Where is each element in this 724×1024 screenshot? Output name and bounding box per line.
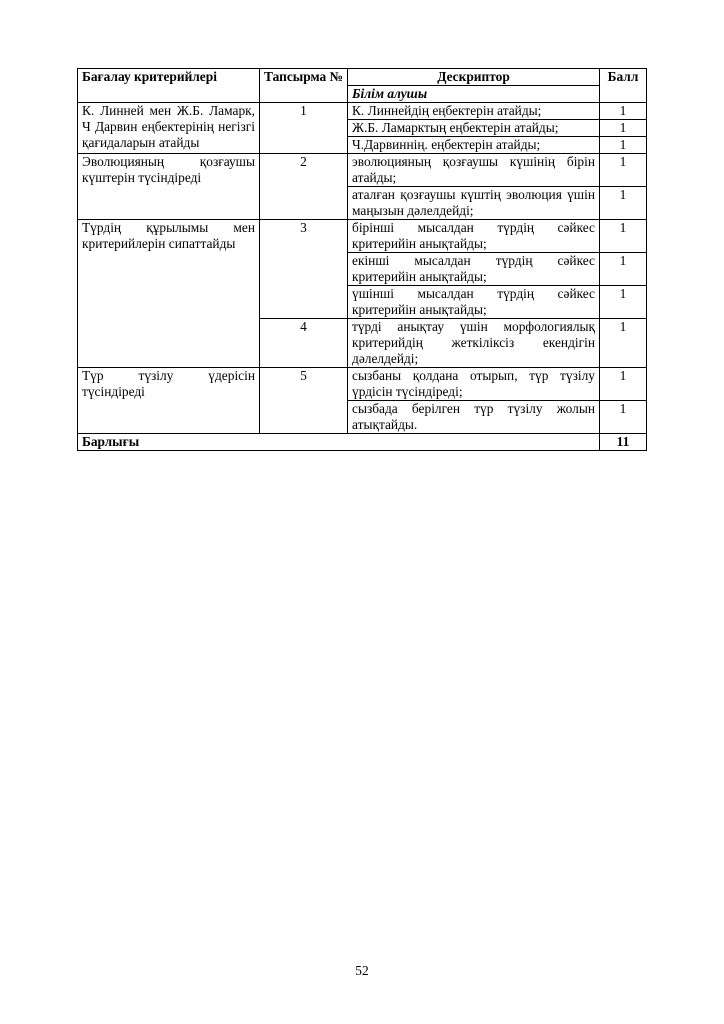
- score-cell: 1: [600, 368, 647, 401]
- page-number: 52: [355, 963, 369, 978]
- task-number-cell: 3: [260, 220, 348, 319]
- total-score: 11: [600, 434, 647, 451]
- descriptor-cell: аталған қозғаушы күштің эволюция үшін маңызын дәлелдейді;: [348, 187, 600, 220]
- table-row: [78, 368, 647, 401]
- descriptor-cell: эволюцияның қозғаушы күшінің бірін атайды;: [348, 154, 600, 187]
- table-row: [78, 154, 647, 187]
- score-cell: 1: [600, 253, 647, 286]
- descriptor-cell: Ж.Б. Ламарктың еңбектерін атайды;: [348, 120, 600, 137]
- descriptor-cell: үшінші мысалдан түрдің сәйкес критерийін анықтайды;: [348, 286, 600, 319]
- score-cell: 1: [600, 220, 647, 253]
- descriptor-cell: сызбада берілген түр түзілу жолын атықтайды.: [348, 401, 600, 434]
- score-cell: 1: [600, 137, 647, 154]
- criterion-cell: К. Линней мен Ж.Б. Ламарк, Ч Дарвин еңбектерінің негізгі қағидаларын атайды: [78, 103, 260, 154]
- score-cell: 1: [600, 187, 647, 220]
- header-criteria: Бағалау критерийлері: [78, 69, 260, 103]
- score-cell: 1: [600, 154, 647, 187]
- table-row: [78, 103, 647, 120]
- score-cell: 1: [600, 120, 647, 137]
- descriptor-cell: бірінші мысалдан түрдің сәйкес критерийін анықтайды;: [348, 220, 600, 253]
- criterion-cell: Эволюцияның қозғаушы күштерін түсіндіреді: [78, 154, 260, 220]
- header-task: Тапсырма №: [260, 69, 348, 103]
- total-row: [78, 434, 647, 451]
- table-row: [78, 220, 647, 253]
- descriptor-cell: түрді анықтау үшін морфологиялық критерийдің жеткіліксіз екендігін дәлелдейді;: [348, 319, 600, 368]
- task-number-cell: 1: [260, 103, 348, 154]
- score-cell: 1: [600, 401, 647, 434]
- header-row: [78, 69, 647, 86]
- header-descriptor: Дескриптор: [348, 69, 600, 86]
- task-number-cell: 2: [260, 154, 348, 220]
- score-cell: 1: [600, 286, 647, 319]
- score-cell: 1: [600, 103, 647, 120]
- descriptor-cell: екінші мысалдан түрдің сәйкес критерийін анықтайды;: [348, 253, 600, 286]
- header-score: Балл: [600, 69, 647, 103]
- score-cell: 1: [600, 319, 647, 368]
- task-number-cell: 5: [260, 368, 348, 434]
- descriptor-cell: Ч.Дарвиннің. еңбектерін атайды;: [348, 137, 600, 154]
- rubric-table: [77, 68, 647, 451]
- criterion-cell: Түр түзілу үдерісін түсіндіреді: [78, 368, 260, 434]
- task-number-cell: 4: [260, 319, 348, 368]
- header-descriptor-sub: Білім алушы: [348, 86, 600, 103]
- total-label: Барлығы: [78, 434, 600, 451]
- criterion-cell: Түрдің құрылымы мен критерийлерін сипаттайды: [78, 220, 260, 368]
- descriptor-cell: сызбаны қолдана отырып, түр түзілу үрдісін түсіндіреді;: [348, 368, 600, 401]
- descriptor-cell: К. Линнейдің еңбектерін атайды;: [348, 103, 600, 120]
